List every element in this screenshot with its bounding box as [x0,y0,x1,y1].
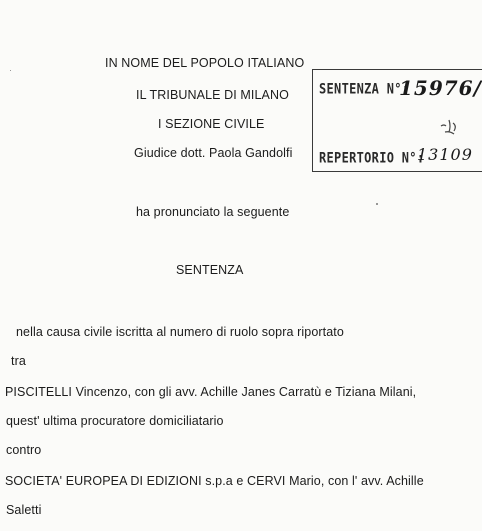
plaintiff-line-1: PISCITELLI Vincenzo, con gli avv. Achille Janes Carratù e Tiziana Milani, [5,385,417,399]
sentenza-number-handwritten: 15976/ [399,76,482,100]
against-word: contro [6,443,42,457]
pronounced-line: ha pronunciato la seguente [136,205,290,219]
header-giudice: Giudice dott. Paola Gandolfi [134,146,293,160]
defendant-line-1: SOCIETA' EUROPEA DI EDIZIONI s.p.a e CERVI Mario, con l' avv. Achille [5,474,424,488]
between-word: tra [11,354,26,368]
sentenza-number-label: SENTENZA N°: [319,81,410,98]
repertorio-number-label: REPERTORIO N°: [319,150,425,167]
scan-speck [10,70,11,71]
header-sezione: I SEZIONE CIVILE [158,117,265,131]
repertorio-number-handwritten: 13109 [417,145,473,164]
registry-stamp [312,69,482,172]
stamp-seal-mark [435,114,465,138]
cause-line: nella causa civile iscritta al numero di ruolo sopra riportato [16,325,344,339]
plaintiff-line-2: quest' ultima procuratore domiciliatario [6,414,224,428]
header-popolo-italiano: IN NOME DEL POPOLO ITALIANO [105,56,305,70]
defendant-line-2: Saletti [6,503,42,517]
scan-speck [376,203,378,205]
header-tribunale: IL TRIBUNALE DI MILANO [136,88,289,102]
judgment-title: SENTENZA [176,263,244,277]
